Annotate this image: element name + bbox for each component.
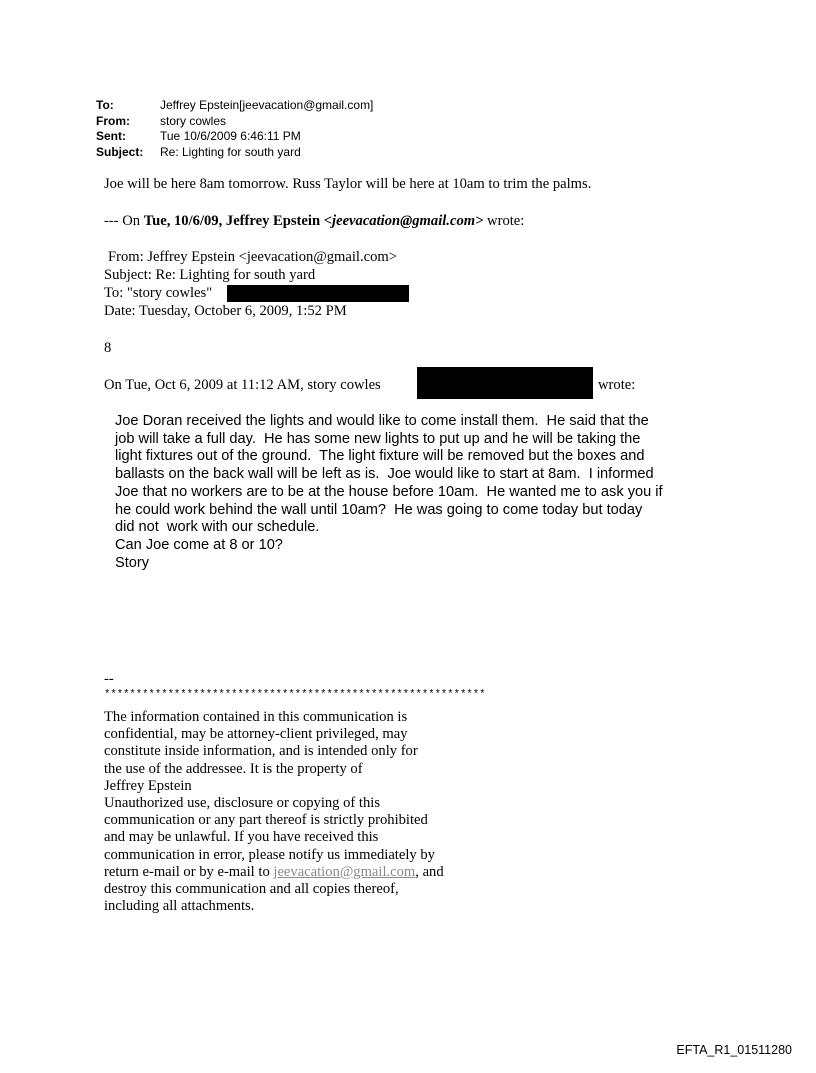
email-link[interactable]: jeevacation@gmail.com [273,863,416,880]
disclaimer [104,709,444,915]
wrote-date: Tue, 10/6/09, Jeffrey Epstein [143,213,324,229]
redaction-box [227,285,409,302]
on-line: On Tue, Oct 6, 2009 at 11:12 AM, story cowles [104,377,381,393]
from-label: From: [96,113,130,128]
sent-label: Sent: [96,129,126,143]
header-from-row [96,114,373,130]
subject-value: Re: Lighting for south yard [160,144,301,159]
forwarded-subject: Subject: Re: Lighting for south yard [104,267,316,283]
forwarded-to: To: "story cowles" [104,285,213,301]
document-stamp: EFTA_R1_01511280 [676,1043,792,1057]
sent-value: Tue 10/6/2009 6:46:11 PM [160,129,301,143]
disclaimer-text: The information contained in this communication is confidential, may be attorney-client privileged, may constitute inside information, and is intended only for the use of the addressee. It is the property of Jeffrey Epstein Unauthorized use, disclosure or copying of this communication or any part thereof is strictly prohibited and may be unlawful. If you have received this communication in error, please notify us immediately by return e-mail or by e-mail to [104,709,435,880]
header-to-row [96,98,373,114]
wrote-line [104,213,524,229]
quoted-message: Joe Doran received the lights and would like to come install them. He said that the job will take a full day. He has some new lights to put up and he will be taking the light fixtures out of the ground. The light fixture will be removed but the boxes and ballasts on the back wall will be left as is. Joe would like to start at 8am. I informed Joe that no workers are to be at the house before 10am. He wanted me to ask you if he could work behind the wall until 10am? He was going to come today but today did not work with our schedule. Can Joe come at 8 or 10? Story [115,413,663,571]
redaction-box [417,367,593,399]
on-line-end: wrote: [598,377,636,393]
forwarded-date: Date: Tuesday, October 6, 2009, 1:52 PM [104,303,347,319]
header-sent-row [96,129,373,145]
reply-line: Joe will be here 8am tomorrow. Russ Taylor will be here at 10am to trim the palms. [104,176,592,192]
signature-dashes: -- [104,671,114,687]
star-divider: ************************************************************ [104,689,486,701]
subject-label: Subject: [96,144,144,159]
disclaimer-tail: , and destroy this communication and all copies thereof, including all attachments. [104,863,444,915]
wrote-prefix: --- On [104,213,144,229]
from-value: story cowles [160,113,227,128]
wrote-email: <jeevacation@gmail.com> [323,213,484,229]
wrote-suffix: wrote: [483,213,525,229]
email-header [96,98,373,160]
header-subject-row [96,145,373,161]
forwarded-from: From: Jeffrey Epstein <jeevacation@gmail.com> [108,249,397,265]
number-line: 8 [104,340,112,356]
to-label: To: [96,98,114,112]
to-value: Jeffrey Epstein[jeevacation@gmail.com] [160,98,374,112]
